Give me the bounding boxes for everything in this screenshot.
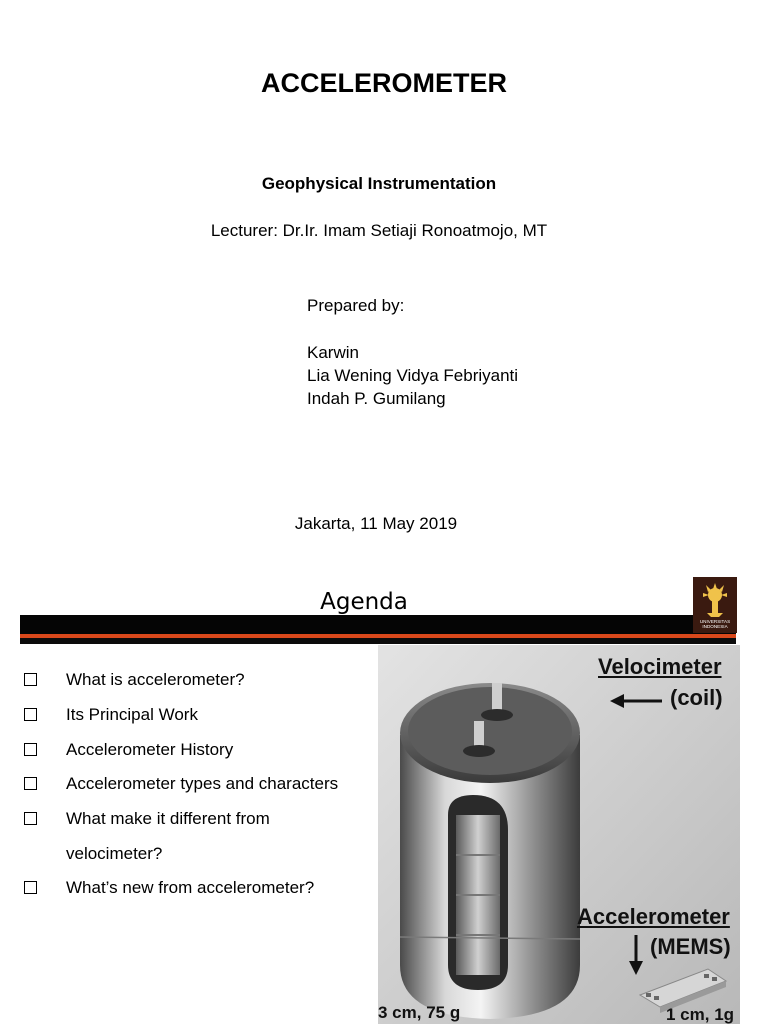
sensor-photo [378, 645, 740, 1024]
agenda-item-continuation: velocimeter? [66, 844, 163, 863]
agenda-item: Its Principal Work [24, 705, 37, 721]
lecturer-line: Lecturer: Dr.Ir. Imam Setiaji Ronoatmojo, MT [210, 221, 548, 240]
date-line: Jakarta, 11 May 2019 [294, 514, 458, 533]
checkbox-bullet-icon [24, 708, 37, 721]
agenda-item: What’s new from accelerometer? [24, 878, 37, 894]
prepared-by-label: Prepared by: [307, 296, 405, 315]
coil-label: (coil) [670, 685, 723, 710]
author-name: Lia Wening Vidya Febriyanti [307, 366, 519, 385]
mems-size-label: 1 cm, 1g [666, 1005, 735, 1024]
agenda-item: What make it different from [24, 809, 37, 825]
course-name: Geophysical Instrumentation [261, 174, 497, 193]
mems-label: (MEMS) [650, 934, 731, 959]
logo-text: UNIVERSITAS [699, 619, 731, 624]
university-logo [693, 577, 737, 633]
header-bar-bottom [20, 638, 736, 644]
accelerometer-label: Accelerometer [577, 904, 730, 929]
checkbox-bullet-icon [24, 812, 37, 825]
velocimeter-label: Velocimeter [598, 654, 722, 679]
checkbox-bullet-icon [24, 777, 37, 790]
header-bar [20, 615, 736, 635]
agenda-item: What is accelerometer? [24, 670, 37, 686]
logo-text: INDONESIA [702, 624, 728, 629]
checkbox-bullet-icon [24, 743, 37, 756]
agenda-item: Accelerometer types and characters [24, 774, 37, 790]
velocimeter-size-label: 3 cm, 75 g [378, 1003, 461, 1022]
agenda-item: Accelerometer History [24, 740, 37, 756]
author-name: Karwin [307, 343, 359, 362]
author-name: Indah P. Gumilang [307, 389, 446, 408]
checkbox-bullet-icon [24, 673, 37, 686]
slide-title: ACCELEROMETER [260, 68, 507, 98]
agenda-title: Agenda [320, 589, 408, 615]
checkbox-bullet-icon [24, 881, 37, 894]
